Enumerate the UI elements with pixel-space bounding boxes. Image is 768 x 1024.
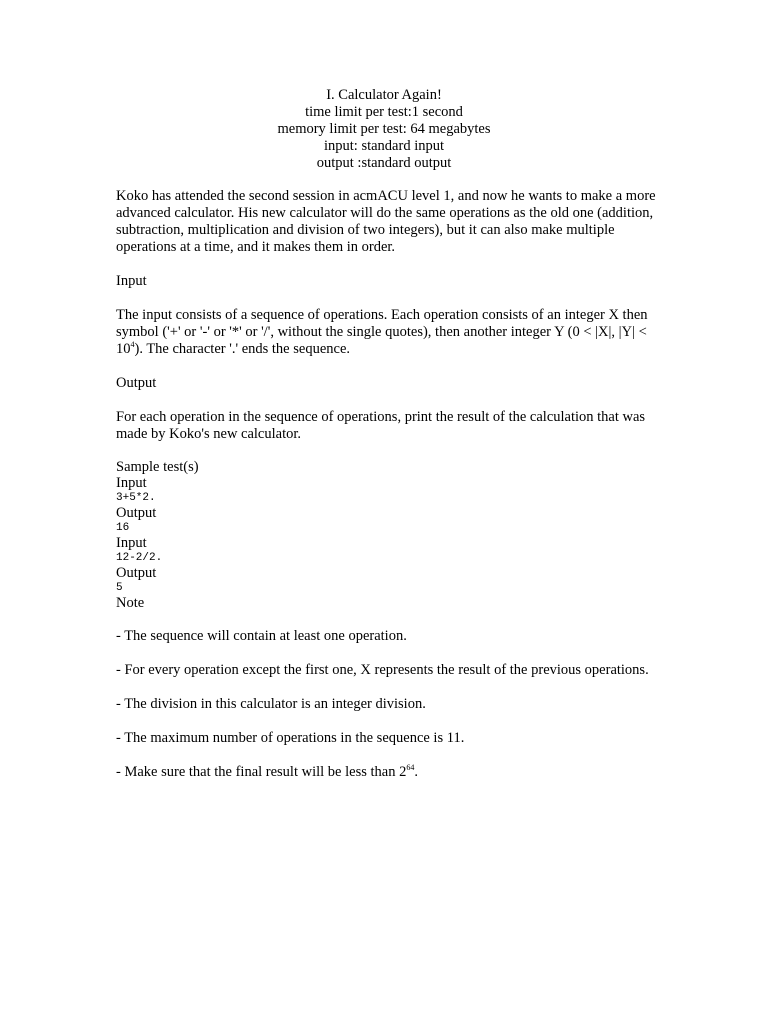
memory-limit: memory limit per test: 64 megabytes xyxy=(277,121,491,137)
sample-output-label: Output xyxy=(116,504,157,521)
input-exponent: 4 xyxy=(130,340,135,350)
sample-output-label: Output xyxy=(116,564,157,581)
input-text-a: The input consists of a sequence of operations. Each operation consists of an integer X then symbol ('+' or '-' or '*' or '/', without the single quotes), then another integer Y (0 < |X|, |Y| < 10 xyxy=(116,307,648,357)
sample-input-label: Input xyxy=(116,534,147,551)
output-heading: Output xyxy=(116,375,157,391)
sample-input-label: Input xyxy=(116,474,147,491)
sample-input-code: 3+5*2. xyxy=(116,492,156,504)
sample-tests-heading: Sample test(s) xyxy=(116,459,199,475)
note-item: - The sequence will contain at least one operation. xyxy=(116,628,407,644)
note-last-exponent: 64 xyxy=(406,763,415,773)
note-item: - The maximum number of operations in the sequence is 11. xyxy=(116,730,465,746)
note-last-prefix: - Make sure that the final result will be less than 2 xyxy=(116,764,407,780)
sample-input-code: 12-2/2. xyxy=(116,552,163,564)
problem-title: I. Calculator Again! xyxy=(326,87,442,103)
note-last-suffix: . xyxy=(414,764,418,780)
problem-legend: Koko has attended the second session in acmACU level 1, and now he wants to make a more advanced calculator. His new calculator will do the same operations as the old one (addition, subtraction, multiplication and division of two integers), but it can also make multiple operations at a time, and it makes them in order. xyxy=(116,188,656,255)
time-limit: time limit per test:1 second xyxy=(305,104,463,120)
note-item-last xyxy=(116,764,656,781)
input-spec: input: standard input xyxy=(323,138,444,154)
problem-header xyxy=(0,87,768,172)
note-item: - The division in this calculator is an integer division. xyxy=(116,696,426,712)
sample-output-code: 5 xyxy=(116,582,123,594)
problem-body xyxy=(116,188,656,781)
note-heading: Note xyxy=(116,594,145,611)
input-heading: Input xyxy=(116,273,147,289)
input-text-b: ). The character '.' ends the sequence. xyxy=(134,341,351,357)
note-item: - For every operation except the first one, X represents the result of the previous operations. xyxy=(116,662,649,678)
sample-output-code: 16 xyxy=(116,522,130,534)
input-description xyxy=(116,307,656,358)
output-spec: output :standard output xyxy=(316,155,452,171)
sample-tests xyxy=(116,460,656,611)
output-description: For each operation in the sequence of operations, print the result of the calculation that was made by Koko's new calculator. xyxy=(116,409,646,442)
